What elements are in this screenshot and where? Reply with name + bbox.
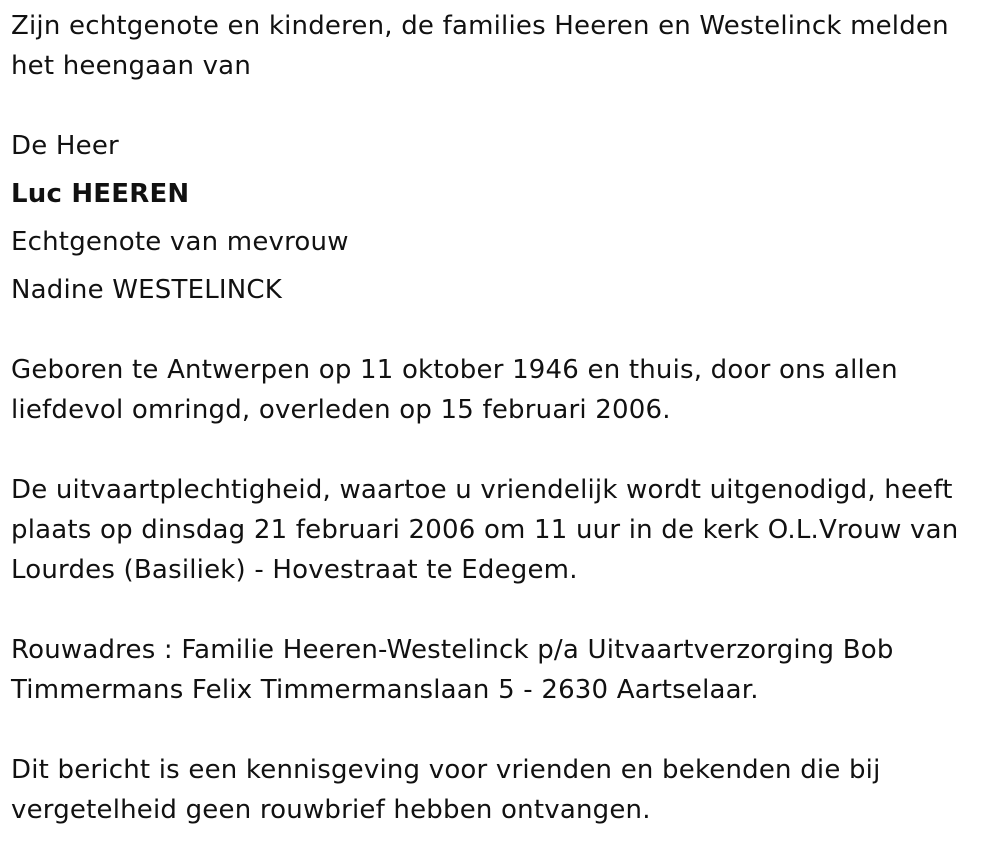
death-notice <box>11 6 986 830</box>
spouse-name: Nadine WESTELINCK <box>11 275 283 305</box>
spacer <box>11 310 986 350</box>
birth-death-text: Geboren te Antwerpen op 11 oktober 1946 en thuis, door ons allen liefdevol omringd, overleden op 15 februari 2006. <box>11 355 898 425</box>
deceased-name: Luc HEEREN <box>11 179 190 209</box>
announcement-text: Zijn echtgenote en kinderen, de families Heeren en Westelinck melden het heengaan van <box>11 11 949 81</box>
spacer <box>11 430 986 470</box>
mourning-address-text: Rouwadres : Familie Heeren-Westelinck p/a Uitvaartverzorging Bob Timmermans Felix Timmermanslaan 5 - 2630 Aartselaar. <box>11 635 894 705</box>
spacer <box>11 590 986 630</box>
spacer <box>11 710 986 750</box>
funeral-text: De uitvaartplechtigheid, waartoe u vriendelijk wordt uitgenodigd, heeft plaats op dinsdag 21 februari 2006 om 11 uur in de kerk O.L.Vrouw van Lourdes (Basiliek) - Hovestraat te Edegem. <box>11 475 959 585</box>
title-prefix: De Heer <box>11 131 119 161</box>
deceased-block <box>11 122 986 314</box>
closing-text: Dit bericht is een kennisgeving voor vrienden en bekenden die bij vergetelheid geen rouwbrief hebben ontvangen. <box>11 755 881 825</box>
spacer <box>11 86 986 126</box>
spouse-label: Echtgenote van mevrouw <box>11 227 349 257</box>
